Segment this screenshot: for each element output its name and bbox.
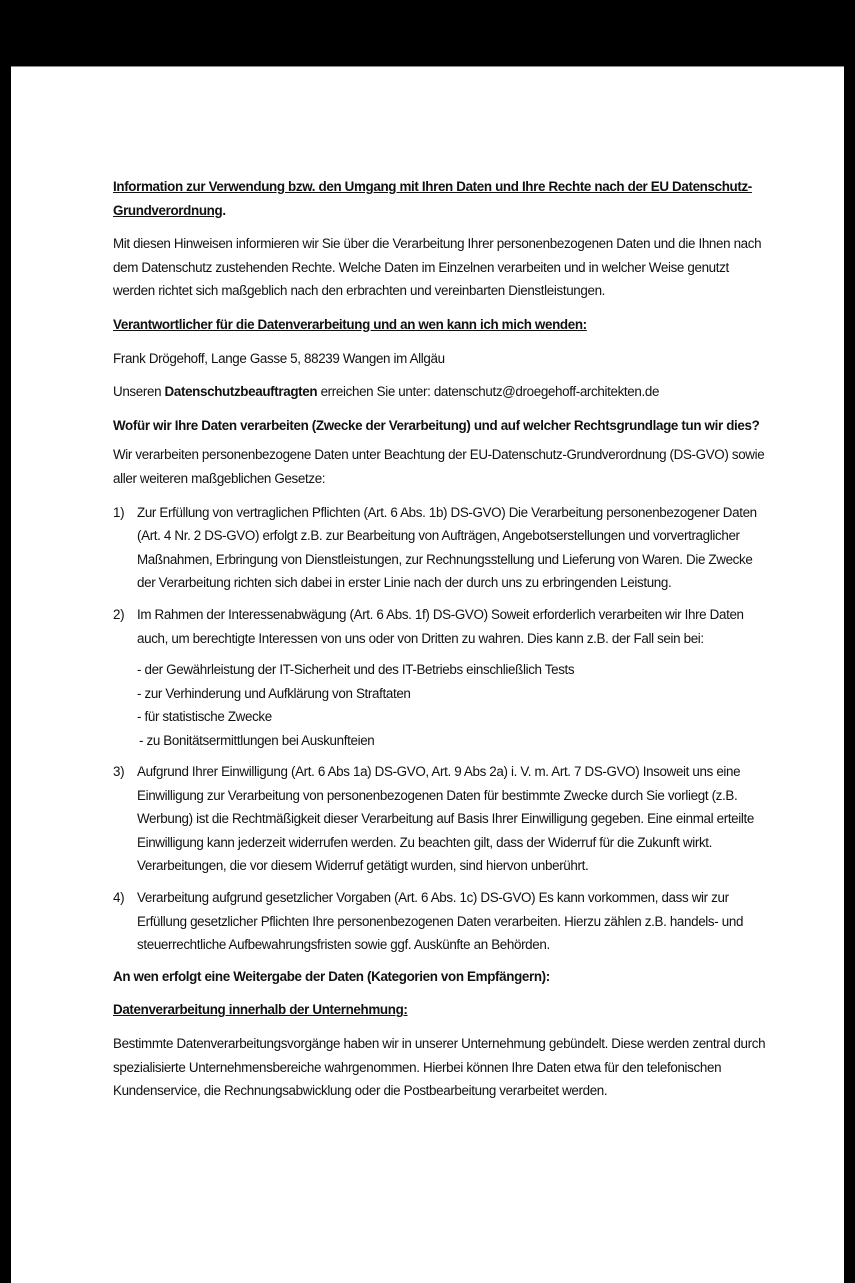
purpose-item (113, 886, 773, 957)
purpose-number: 4) (113, 890, 125, 906)
purpose-text: Zur Erfüllung von vertraglichen Pflichten (Art. 6 Abs. 1b) DS-GVO) Die Verarbeitung personenbezogener Daten (Art. 4 Nr. 2 DS-GVO) erfolgt z.B. zur Bearbeitung von Aufträgen, Angebotserstellungen und vorvertraglicher Maßnahmen, Erbringung von Dienstleistungen, zur Rechnungsstellung und Lieferung von Waren. Die Zwecke der Verarbeitung richten sich dabei in erster Linie nach der durch uns zu erbringenden Leistung. (137, 504, 757, 591)
responsible-address: Frank Drögehoff, Lange Gasse 5, 88239 Wangen im Allgäu (113, 350, 445, 366)
document-title-text: Information zur Verwendung bzw. den Umgang mit Ihren Daten und Ihre Rechte nach der EU Datenschutz-Grundverordnung (113, 179, 752, 218)
dpo-prefix: Unseren (113, 384, 165, 400)
purposes-intro: Wir verarbeiten personenbezogene Daten unter Beachtung der EU-Datenschutz-Grundverordnung (DS-GVO) sowie aller weiteren maßgeblichen Gesetze: (113, 447, 765, 486)
purposes-heading: Wofür wir Ihre Daten verarbeiten (Zwecke der Verarbeitung) und auf welcher Rechtsgrundlage tun wir dies? (113, 417, 760, 433)
interest-sub-list (137, 658, 773, 752)
purpose-item (113, 760, 773, 878)
recipients-heading: An wen erfolgt eine Weitergabe der Daten (Kategorien von Empfängern): (113, 968, 550, 984)
document-title-suffix: . (222, 202, 226, 218)
document-content (113, 175, 773, 1113)
purpose-number: 1) (113, 504, 125, 520)
interest-sub-item: - für statistische Zwecke (137, 709, 272, 725)
purpose-text: Aufgrund Ihrer Einwilligung (Art. 6 Abs 1a) DS-GVO, Art. 9 Abs 2a) i. V. m. Art. 7 DS-GVO) Insoweit uns eine Einwilligung zur Verarbeitung von personenbezogenen Daten für bestimmte Zwecke durch Sie vorliegt (z.B. Werbung) ist die Rechtmäßigkeit dieser Verarbeitung auf Basis Ihrer Einwilligung gegeben. Eine einmal erteilte Einwilligung kann jederzeit widerrufen werden. Zu beachten gilt, dass der Widerruf für die Zukunft wirkt. Verarbeitungen, die vor diesem Widerruf getätigt wurden, sind hiervon unberührt. (137, 764, 755, 874)
document-title (113, 175, 773, 222)
internal-processing-heading: Datenverarbeitung innerhalb der Unternehmung: (113, 1002, 408, 1018)
purpose-text: Verarbeitung aufgrund gesetzlicher Vorgaben (Art. 6 Abs. 1c) DS-GVO) Es kann vorkommen, dass wir zur Erfüllung gesetzlicher Pflichten Ihre personenbezogenen Daten verarbeiten. Hierzu zählen z.B. handels- und steuerrechtliche Aufbewahrungsfristen sowie ggf. Auskünfte an Behörden. (137, 890, 744, 953)
internal-processing-text: Bestimmte Datenverarbeitungsvorgänge haben wir in unserer Unternehmung gebündelt. Diese werden zentral durch spezialisierte Unternehmensbereiche wahrgenommen. Hierbei können Ihre Daten etwa für den telefonischen Kundenservice, die Rechnungsabwicklung oder die Postbearbeitung verarbeitet werden. (113, 1036, 766, 1099)
purposes-list (113, 501, 773, 957)
dpo-contact: erreichen Sie unter: datenschutz@droegehoff-architekten.de (317, 384, 660, 400)
interest-sub-item: - zur Verhinderung und Aufklärung von Straftaten (137, 685, 411, 701)
responsible-heading: Verantwortlicher für die Datenverarbeitung und an wen kann ich mich wenden: (113, 316, 587, 332)
purpose-item (113, 603, 773, 752)
intro-paragraph: Mit diesen Hinweisen informieren wir Sie über die Verarbeitung Ihrer personenbezogenen Daten und die Ihnen nach dem Datenschutz zustehenden Rechte. Welche Daten im Einzelnen verarbeiten und in welcher Weise genutzt werden richtet sich maßgeblich nach den erbrachten und vereinbarten Dienstleistungen. (113, 236, 762, 299)
purpose-text: Im Rahmen der Interessenabwägung (Art. 6 Abs. 1f) DS-GVO) Soweit erforderlich verarbeiten wir Ihre Daten auch, um berechtigte Interessen von uns oder von Dritten zu wahren. Dies kann z.B. der Fall sein bei: (137, 606, 744, 646)
purpose-number: 3) (113, 764, 125, 780)
dpo-label: Datenschutzbeauftragten (164, 384, 318, 400)
purpose-number: 2) (113, 606, 125, 622)
document-page (11, 66, 844, 1283)
interest-sub-item: - der Gewährleistung der IT-Sicherheit und des IT-Betriebs einschließlich Tests (137, 662, 575, 678)
dpo-paragraph (113, 380, 773, 404)
interest-sub-item: - zu Bonitätsermittlungen bei Auskunfteien (139, 732, 375, 748)
purpose-item (113, 501, 773, 595)
